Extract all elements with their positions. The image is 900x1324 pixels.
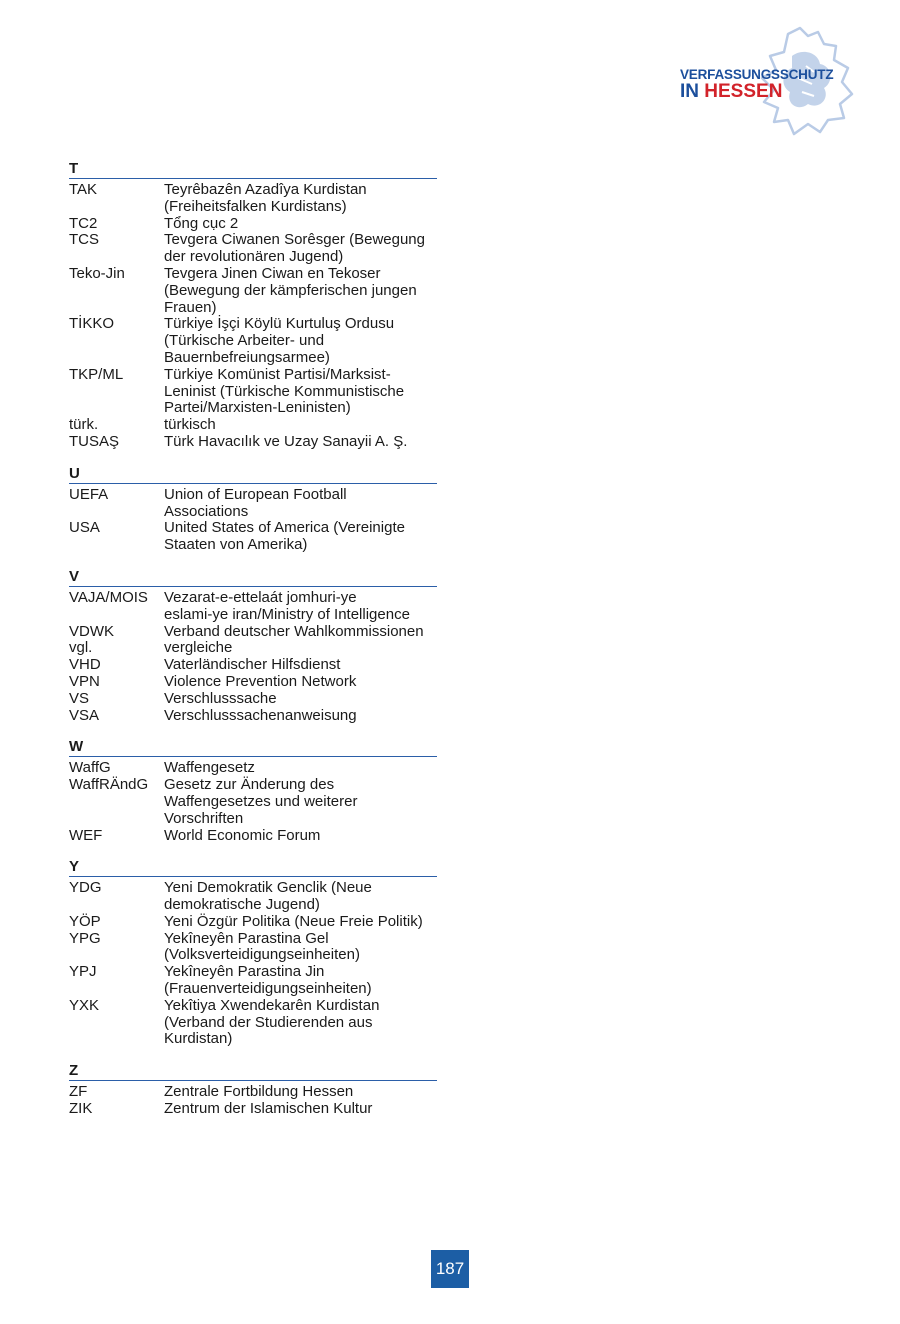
glossary-entry (69, 998, 437, 1048)
glossary-entry (69, 417, 437, 434)
glossary-entry (69, 777, 437, 827)
section-letter-heading: Z (69, 1062, 437, 1081)
entry-abbreviation: VPN (69, 672, 100, 690)
entry-abbreviation: YDG (69, 879, 102, 897)
glossary-entry (69, 266, 437, 316)
entry-description: Verband deutscher Wahlkommissionen (164, 622, 424, 640)
glossary-entry (69, 964, 437, 998)
glossary-entry (69, 487, 437, 521)
entry-abbreviation: vgl. (69, 639, 93, 657)
glossary-entry (69, 828, 437, 845)
glossary-entry (69, 657, 437, 674)
logo (680, 26, 860, 141)
glossary-entry (69, 316, 437, 366)
entry-abbreviation: TC2 (69, 214, 98, 232)
logo-wordmark (680, 66, 833, 100)
entry-description: United States of America (Vereinigte Staaten von Amerika) (164, 519, 405, 554)
entry-abbreviation: VDWK (69, 622, 114, 640)
entry-abbreviation: UEFA (69, 485, 109, 503)
entry-description: Verschlusssachenanweisung (164, 706, 357, 724)
entry-abbreviation: WEF (69, 826, 103, 844)
entry-abbreviation: VS (69, 689, 90, 707)
section-letter-heading: U (69, 465, 437, 484)
glossary-entry (69, 674, 437, 691)
entry-description: Violence Prevention Network (164, 672, 357, 690)
entry-abbreviation: TUSAŞ (69, 432, 120, 450)
entry-abbreviation: ZIK (69, 1100, 93, 1118)
entry-description: Tổng cục 2 (164, 214, 239, 232)
entry-abbreviation: TKP/ML (69, 365, 124, 383)
glossary-section-t (69, 160, 437, 451)
glossary-entry (69, 708, 437, 725)
glossary-entry (69, 520, 437, 554)
glossary-section-u (69, 465, 437, 554)
entry-description: Gesetz zur Änderung des Waffengesetzes und weiterer Vorschriften (164, 776, 358, 827)
entry-abbreviation: USA (69, 519, 100, 537)
glossary-entry (69, 691, 437, 708)
entry-description: Yekîneyên Parastina Gel (Volksverteidigungseinheiten) (164, 929, 360, 964)
entry-description: Yekîtiya Xwendekarên Kurdistan (Verband der Studierenden aus Kurdistan) (164, 996, 380, 1048)
glossary-entry (69, 1101, 437, 1118)
entry-description: Yeni Özgür Politika (Neue Freie Politik) (164, 912, 423, 930)
entry-description: Teyrêbazên Azadîya Kurdistan (Freiheitsfalken Kurdistans) (164, 181, 367, 215)
section-letter-heading: Y (69, 858, 437, 877)
entry-description: Türkiye İşçi Köylü Kurtuluş Ordusu (Türkische Arbeiter- und Bauernbefreiungsarmee) (164, 315, 395, 366)
logo-line2 (680, 83, 833, 100)
glossary-entry (69, 434, 437, 451)
entry-abbreviation: YPG (69, 929, 101, 947)
entry-description: Tevgera Ciwanen Sorêsger (Bewegung der revolutionären Jugend) (164, 231, 425, 266)
entry-abbreviation: WaffG (69, 759, 111, 777)
glossary-entry (69, 1084, 437, 1101)
glossary-section-z (69, 1062, 437, 1118)
entry-abbreviation: VAJA/MOIS (69, 588, 148, 606)
glossary-entry (69, 590, 437, 624)
entry-description: Vezarat-e-ettelaát jomhuri-ye eslami-ye iran/Ministry of Intelligence (164, 588, 410, 623)
entry-abbreviation: TCS (69, 231, 99, 249)
entry-abbreviation: YÖP (69, 912, 101, 930)
entry-description: World Economic Forum (164, 826, 321, 844)
page-number: 187 (431, 1250, 469, 1288)
glossary-entry (69, 914, 437, 931)
entry-description: Zentrum der Islamischen Kultur (164, 1100, 373, 1118)
logo-in-text: IN (680, 81, 699, 102)
glossary-entry (69, 216, 437, 233)
section-letter-heading: V (69, 568, 437, 587)
entry-description: Tevgera Jinen Ciwan en Tekoser (Bewegung der kämpferischen jungen Frauen) (164, 264, 417, 316)
abbreviation-glossary (69, 160, 437, 1132)
glossary-entry (69, 367, 437, 417)
entry-abbreviation: YPJ (69, 963, 97, 981)
entry-description: Türkiye Komünist Partisi/Marksist- Leninist (Türkische Kommunistische Partei/Marxisten-Leninisten) (164, 365, 405, 417)
entry-abbreviation: Teko-Jin (69, 264, 125, 282)
entry-abbreviation: WaffRÄndG (69, 776, 149, 794)
glossary-section-v (69, 568, 437, 724)
entry-abbreviation: türk. (69, 416, 99, 434)
entry-abbreviation: TİKKO (69, 315, 115, 333)
entry-abbreviation: VHD (69, 656, 101, 674)
entry-description: vergleiche (164, 639, 233, 657)
entry-description: türkisch (164, 416, 216, 434)
glossary-section-w (69, 738, 437, 844)
glossary-entry (69, 931, 437, 965)
glossary-section-y (69, 858, 437, 1048)
logo-line1: VERFASSUNGSSCHUTZ (680, 67, 834, 82)
entry-description: Yeni Demokratik Genclik (Neue demokratische Jugend) (164, 879, 372, 914)
entry-abbreviation: ZF (69, 1083, 88, 1101)
entry-abbreviation: TAK (69, 181, 98, 198)
entry-abbreviation: VSA (69, 706, 100, 724)
section-letter-heading: T (69, 160, 437, 179)
entry-description: Verschlusssache (164, 689, 277, 707)
entry-description: Türk Havacılık ve Uzay Sanayii A. Ş. (164, 432, 408, 450)
glossary-entry (69, 182, 437, 216)
section-letter-heading: W (69, 738, 437, 757)
entry-description: Zentrale Fortbildung Hessen (164, 1083, 354, 1101)
glossary-entry (69, 640, 437, 657)
logo-hessen-text: HESSEN (704, 81, 783, 102)
entry-abbreviation: YXK (69, 996, 100, 1014)
entry-description: Yekîneyên Parastina Jin (Frauenverteidigungseinheiten) (164, 963, 372, 998)
entry-description: Waffengesetz (164, 759, 255, 777)
entry-description: Union of European Football Associations (164, 485, 347, 520)
glossary-entry (69, 760, 437, 777)
glossary-entry (69, 624, 437, 641)
glossary-entry (69, 232, 437, 266)
entry-description: Vaterländischer Hilfsdienst (164, 656, 341, 674)
glossary-entry (69, 880, 437, 914)
